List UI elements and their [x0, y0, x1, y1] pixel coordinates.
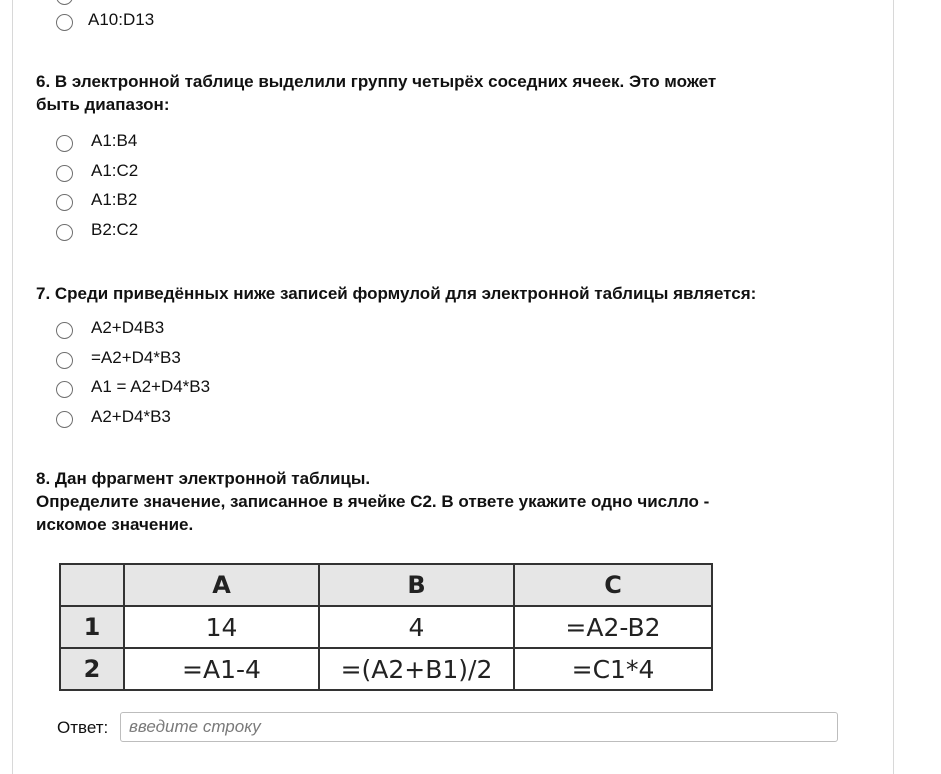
- q8-text-line3: искомое значение.: [36, 515, 194, 534]
- q6-option-label-3: A1:B2: [91, 190, 138, 209]
- cell-b1: 4: [319, 606, 514, 648]
- q6-radio-option-4[interactable]: [56, 224, 73, 241]
- q7-option-label-2: =A2+D4*B3: [91, 348, 181, 367]
- cell-b2: =(A2+B1)/2: [319, 648, 514, 690]
- q6-text: [36, 70, 716, 116]
- q7-radio-option-2[interactable]: [56, 352, 73, 369]
- q6-radio-option-3[interactable]: [56, 194, 73, 211]
- q6-radio-option-2[interactable]: [56, 165, 73, 182]
- q7-option-label-3: A1 = A2+D4*B3: [91, 377, 211, 396]
- q5-radio-option-last[interactable]: [56, 14, 73, 31]
- table-row: [60, 606, 712, 648]
- row-header-1: 1: [60, 606, 124, 648]
- column-header-c: C: [514, 564, 712, 606]
- q6-option-label-1: A1:B4: [91, 131, 138, 150]
- q7-radio-option-4[interactable]: [56, 411, 73, 428]
- q8-text: [36, 467, 709, 536]
- q7-option-label-1: A2+D4B3: [91, 318, 165, 337]
- q6-option-label-2: A1:C2: [91, 161, 139, 180]
- row-header-2: 2: [60, 648, 124, 690]
- column-header-b: B: [319, 564, 514, 606]
- q7-option-label-4: A2+D4*B3: [91, 407, 171, 426]
- q7-radio-option-3[interactable]: [56, 381, 73, 398]
- column-header-a: A: [124, 564, 319, 606]
- q7-text: 7. Среди приведённых ниже записей формулой для электронной таблицы является:: [36, 284, 757, 303]
- cell-a2: =A1-4: [124, 648, 319, 690]
- q7-radio-option-1[interactable]: [56, 322, 73, 339]
- cell-a1: 14: [124, 606, 319, 648]
- q6-text-line1: 6. В электронной таблице выделили группу четырёх соседних ячеек. Это может: [36, 72, 717, 91]
- table-header-row: [60, 564, 712, 606]
- cell-c1: =A2-B2: [514, 606, 712, 648]
- q8-text-line2: Определите значение, записанное в ячейке C2. В ответе укажите одно числло -: [36, 492, 710, 511]
- q6-option-label-4: B2:C2: [91, 220, 139, 239]
- table-corner-cell: [60, 564, 124, 606]
- q6-text-line2: быть диапазон:: [36, 95, 170, 114]
- spreadsheet-fragment-table: [59, 563, 713, 691]
- q8-text-line1: 8. Дан фрагмент электронной таблицы.: [36, 469, 371, 488]
- q5-option-label-last: A10:D13: [88, 10, 155, 29]
- cell-c2: =C1*4: [514, 648, 712, 690]
- table-row: [60, 648, 712, 690]
- answer-input[interactable]: [120, 712, 838, 742]
- q6-radio-option-1[interactable]: [56, 135, 73, 152]
- answer-label: Ответ:: [57, 718, 109, 737]
